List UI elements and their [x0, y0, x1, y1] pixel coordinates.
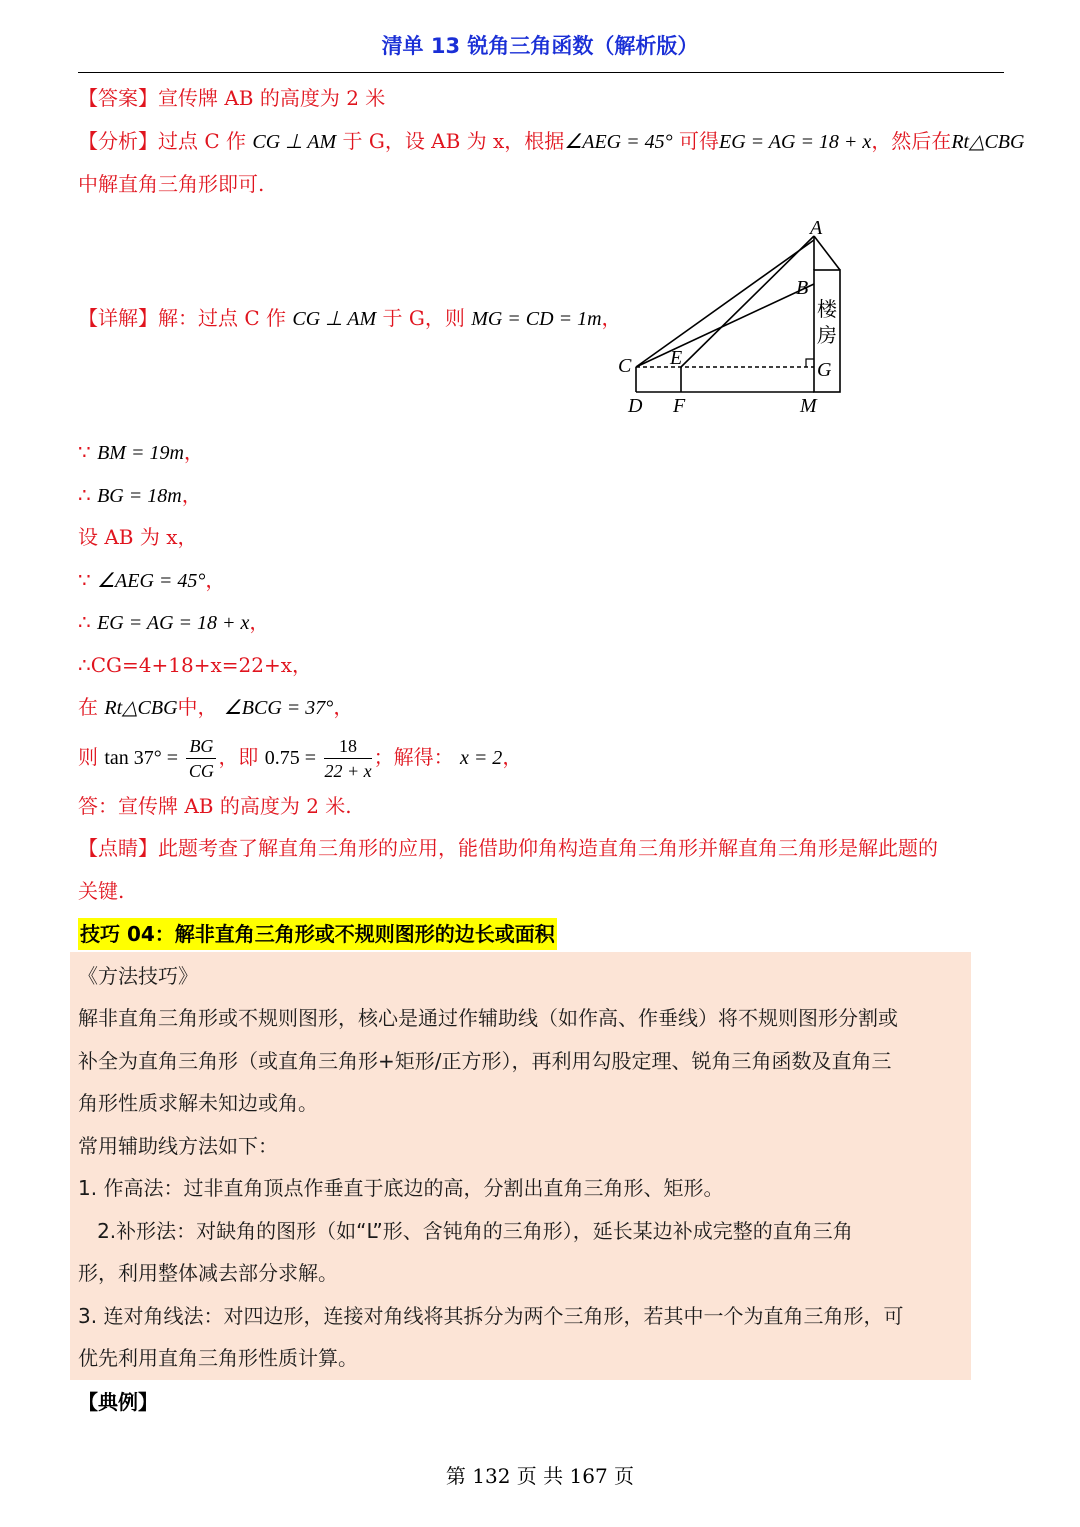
method-line: 1. 作高法：过非直角顶点作垂直于底边的高，分割出直角三角形、矩形。 [78, 1176, 724, 1200]
method-line: 《方法技巧》 [78, 964, 198, 988]
label-c: C [618, 355, 632, 377]
analysis-text: 于 G，设 AB 为 x，根据 [342, 129, 565, 153]
detail-line [78, 304, 622, 333]
method-line: 2.补形法：对缺角的图形（如“L”形、含钝角的三角形），延长某边补成完整的直角三角 [78, 1219, 853, 1243]
step-math: ∠AEG = 45° [97, 570, 206, 592]
method-line: 形，利用整体减去部分求解。 [78, 1261, 338, 1285]
label-a: A [810, 217, 823, 239]
step-text: ，即 [218, 745, 259, 769]
comment-line [78, 834, 938, 862]
step-punct: ， [333, 695, 354, 719]
step-text: 在 [78, 695, 98, 719]
step-3: 设 AB 为 x， [78, 525, 198, 549]
building-label-2: 房 [817, 323, 837, 347]
answer-text: 宣传牌 AB 的高度为 2 米 [158, 86, 386, 110]
detail-tag: 【详解】 [78, 306, 158, 330]
step-6: ∴CG=4+18+x=22+x， [78, 653, 312, 677]
label-d: D [628, 395, 643, 417]
right-angle-mark [806, 359, 814, 367]
step-math: ∠BCG = 37° [223, 697, 334, 719]
step-text: ；解得： [373, 745, 454, 769]
fraction-numerator: 18 [324, 734, 371, 759]
step-text: 则 [78, 745, 98, 769]
method-line: 优先利用直角三角形性质计算。 [78, 1346, 358, 1370]
method-line: 常用辅助线方法如下： [78, 1134, 278, 1158]
analysis-text: 过点 C 作 [158, 129, 247, 153]
step-8 [78, 730, 522, 785]
detail-math: MG = CD = 1m [471, 308, 602, 330]
label-g: G [817, 359, 832, 381]
analysis-line [78, 127, 1024, 156]
step-math: BG = 18m [97, 485, 182, 507]
method-line: 角形性质求解未知边或角。 [78, 1091, 318, 1115]
step-5 [78, 608, 269, 637]
line-cb [636, 284, 814, 367]
fraction-18 [324, 734, 371, 783]
answer-line [78, 84, 385, 112]
fraction-denominator: CG [188, 761, 214, 781]
method-line: 补全为直角三角形（或直角三角形+矩形/正方形），再利用勾股定理、锐角三角函数及直角三 [78, 1049, 892, 1073]
analysis-text: 可得 [678, 129, 719, 153]
detail-text: 解：过点 C 作 [158, 306, 287, 330]
step-symbol: ∵ [78, 568, 91, 592]
step-text: 中， [177, 695, 218, 719]
step-punct: ， [502, 745, 523, 769]
step-symbol: ∴ [78, 610, 91, 634]
detail-text: 于 G，则 [382, 306, 465, 330]
building-label-1: 楼 [817, 297, 837, 321]
step-math: x = 2 [459, 747, 503, 769]
step-1 [78, 438, 204, 467]
fraction-denominator: 22 + x [324, 761, 372, 781]
analysis-line-2: 中解直角三角形即可. [78, 172, 265, 196]
analysis-math: CG ⊥ AM [252, 131, 337, 153]
analysis-math: ∠AEG = 45° [564, 131, 673, 153]
step-4 [78, 566, 225, 595]
header-rule [78, 72, 1004, 73]
label-f: F [673, 395, 686, 417]
example-title: 【典例】 [78, 1390, 158, 1414]
sign-edge [814, 236, 840, 270]
step-punct: ， [205, 568, 226, 592]
step-2 [78, 481, 202, 510]
analysis-math: EG = AG = 18 + x [718, 131, 872, 153]
line-ca [636, 240, 814, 367]
label-b: B [796, 277, 809, 299]
fraction-numerator: BG [186, 734, 216, 759]
detail-math: CG ⊥ AM [292, 308, 377, 330]
tip-title: 技巧 04：解非直角三角形或不规则图形的边长或面积 [78, 918, 557, 950]
line-ea [681, 236, 814, 367]
step-punct: ， [249, 610, 270, 634]
label-e: E [670, 347, 683, 369]
label-m: M [800, 395, 817, 417]
detail-text: ， [601, 306, 622, 330]
step-math: EG = AG = 18 + x [97, 612, 250, 634]
step-symbol: ∴ [78, 483, 91, 507]
step-punct: ， [183, 440, 204, 464]
fraction-bg-cg [186, 734, 216, 783]
geometry-diagram [610, 212, 860, 422]
analysis-text: ，然后在 [871, 129, 952, 153]
step-math: tan 37° = [104, 747, 179, 769]
analysis-tag: 【分析】 [78, 129, 158, 153]
step-math: Rt△CBG [104, 697, 178, 719]
answer-tag: 【答案】 [78, 86, 158, 110]
comment-tag: 【点睛】 [78, 836, 158, 860]
step-9: 答：宣传牌 AB 的高度为 2 米. [78, 794, 352, 818]
step-math: 0.75 = [264, 747, 317, 769]
step-math: BM = 19m [97, 442, 184, 464]
comment-text: 此题考查了解直角三角形的应用，能借助仰角构造直角三角形并解直角三角形是解此题的 [158, 836, 938, 860]
step-symbol: ∵ [78, 440, 91, 464]
analysis-math: Rt△CBG [951, 131, 1025, 153]
comment-line-2: 关键. [78, 879, 125, 903]
page-header: 清单 13 锐角三角函数（解析版） [381, 34, 699, 58]
step-punct: ， [181, 483, 202, 507]
page-footer: 第 132 页 共 167 页 [445, 1464, 635, 1488]
step-7 [78, 693, 353, 722]
method-line: 3. 连对角线法：对四边形，连接对角线将其拆分为两个三角形，若其中一个为直角三角形，可 [78, 1304, 904, 1328]
method-line: 解非直角三角形或不规则图形，核心是通过作辅助线（如作高、作垂线）将不规则图形分割或 [78, 1006, 898, 1030]
